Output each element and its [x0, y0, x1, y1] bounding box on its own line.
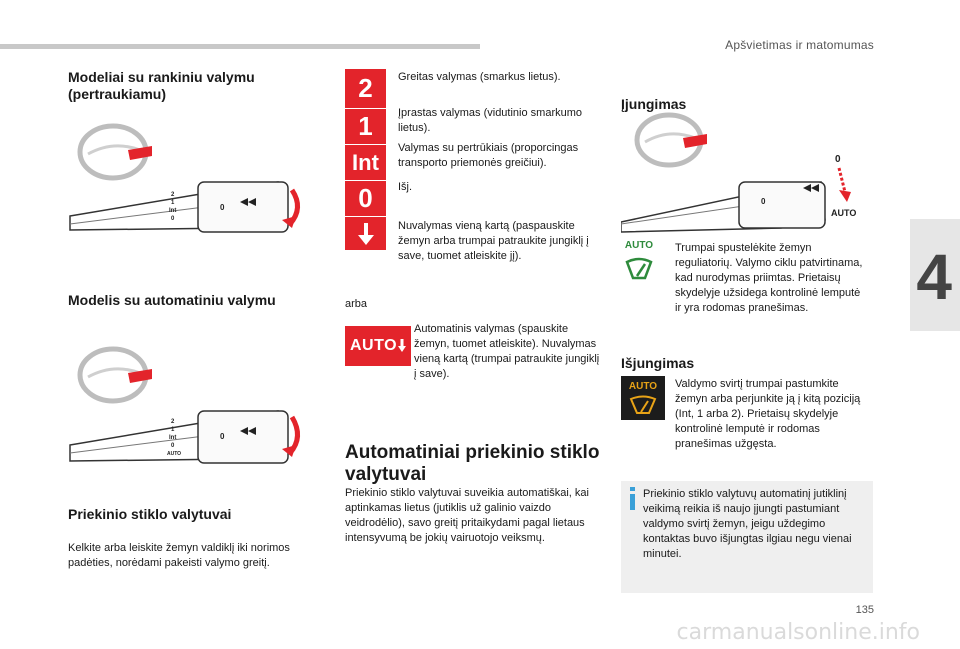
- on-stalk-ring-zero: 0: [761, 197, 766, 206]
- speed-2-text: Greitas valymas (smarkus lietus).: [398, 71, 561, 83]
- auto-section-text: Priekinio stiklo valytuvai suveikia automatiškai, kai aptinkamas lietus (jutiklis už galinio vaizdo veidrodėlio), savo greitį pritaikydami pagal lietaus intensyvumą be jokių vairuotojo veiksmų.: [345, 487, 589, 544]
- auto-text: Automatinis valymas (spauskite žemyn, tuomet atleiskite). Nuvalymas vieną kartą (trumpai patraukite jungiklį į save).: [414, 323, 600, 380]
- or-label: arba: [345, 298, 368, 310]
- auto-stalk-posint: Int: [169, 435, 177, 441]
- manual-stalk-diagram: [68, 120, 318, 238]
- wiper-green-icon: [621, 252, 657, 282]
- auto-indicator-off-label: AUTO: [628, 381, 658, 392]
- auto-stalk-pos1: 1: [171, 427, 175, 433]
- auto-model-title: Modelis su automatiniu valymu: [68, 292, 276, 308]
- on-diagram-zero-label: 0: [835, 154, 841, 165]
- page-number: 135: [855, 604, 874, 616]
- on-title: Įjungimas: [621, 96, 687, 112]
- off-0-badge: 0: [345, 181, 386, 216]
- chapter-title: Apšvietimas ir matomumas: [725, 38, 874, 52]
- auto-arrow-down-icon: [398, 339, 406, 353]
- auto-section-title: Automatiniai priekinio stiklo valytuvai: [345, 442, 600, 485]
- auto-stalk-pos2: 2: [171, 419, 175, 425]
- arrow-down-icon: [357, 222, 375, 246]
- auto-indicator-on-label: AUTO: [624, 240, 654, 251]
- speed-1-text: Įprastas valymas (vidutinio smarkumo lietus).: [398, 107, 583, 134]
- on-diagram-auto-label: AUTO: [831, 208, 857, 218]
- manual-wiping-title: Modeliai su rankiniu valymu (pertraukiamu): [68, 69, 255, 102]
- intermittent-badge: Int: [345, 145, 386, 180]
- auto-badge-label: AUTO: [349, 337, 398, 354]
- single-wipe-text: Nuvalymas vieną kartą (paspauskite žemyn arba trumpai patraukite jungiklį į save, tuomet atleiskite jį).: [398, 220, 589, 262]
- wipers-title: Priekinio stiklo valytuvai: [68, 506, 232, 522]
- stalk-pos0: 0: [171, 216, 175, 222]
- wipers-text: Kelkite arba leiskite žemyn valdiklį iki norimos padėties, norėdami pakeisti valymo greitį.: [68, 542, 290, 569]
- stalk-ring-zero: 0: [220, 203, 225, 212]
- speed-2-badge: 2: [345, 69, 386, 108]
- intermittent-text: Valymas su pertrūkiais (proporcingas transporto priemonės greičiui).: [398, 142, 579, 169]
- on-text: Trumpai spustelėkite žemyn reguliatorių. Valymo ciklu patvirtinama, kad nurodymas priimtas. Prietaisų skydelyje užsidega kontrolinė lemputė ir yra rodomas pranešimas.: [675, 242, 863, 314]
- single-wipe-badge: [345, 217, 386, 250]
- off-0-text: Išj.: [398, 181, 413, 193]
- info-icon: [624, 487, 642, 511]
- wiper-amber-icon: [621, 393, 665, 417]
- header-rule: [0, 44, 480, 49]
- info-text: Priekinio stiklo valytuvų automatinį jutiklinį veikimą reikia iš naujo įjungti pastumiant valdymo svirtį žemyn, jeigu uždegimo kontaktas buvo išjungtas ilgiau negu vienai minutei.: [643, 488, 852, 560]
- stalk-pos1: 1: [171, 200, 175, 206]
- auto-stalk-diagram: [68, 345, 318, 473]
- off-title: Išjungimas: [621, 355, 695, 371]
- speed-1-badge: 1: [345, 109, 386, 144]
- chapter-number: 4: [916, 241, 952, 313]
- stalk-pos2: 2: [171, 192, 175, 198]
- stalk-posint: Int: [169, 208, 177, 214]
- auto-indicator-off: [621, 376, 665, 420]
- auto-stalk-posauto: AUTO: [167, 451, 182, 457]
- on-stalk-diagram: [621, 110, 871, 234]
- auto-indicator-on: [621, 240, 657, 288]
- auto-stalk-pos0: 0: [171, 443, 175, 449]
- auto-stalk-ring-zero: 0: [220, 432, 225, 441]
- watermark: carmanualsonline.info: [676, 620, 920, 645]
- auto-badge: [345, 326, 411, 366]
- off-text: Valdymo svirtį trumpai pastumkite žemyn arba perjunkite ją į kitą poziciją (Int, 1 arba 2). Prietaisų skydelyje kontrolinė lemputė ir rodomas pranešimas užgęsta.: [675, 378, 861, 450]
